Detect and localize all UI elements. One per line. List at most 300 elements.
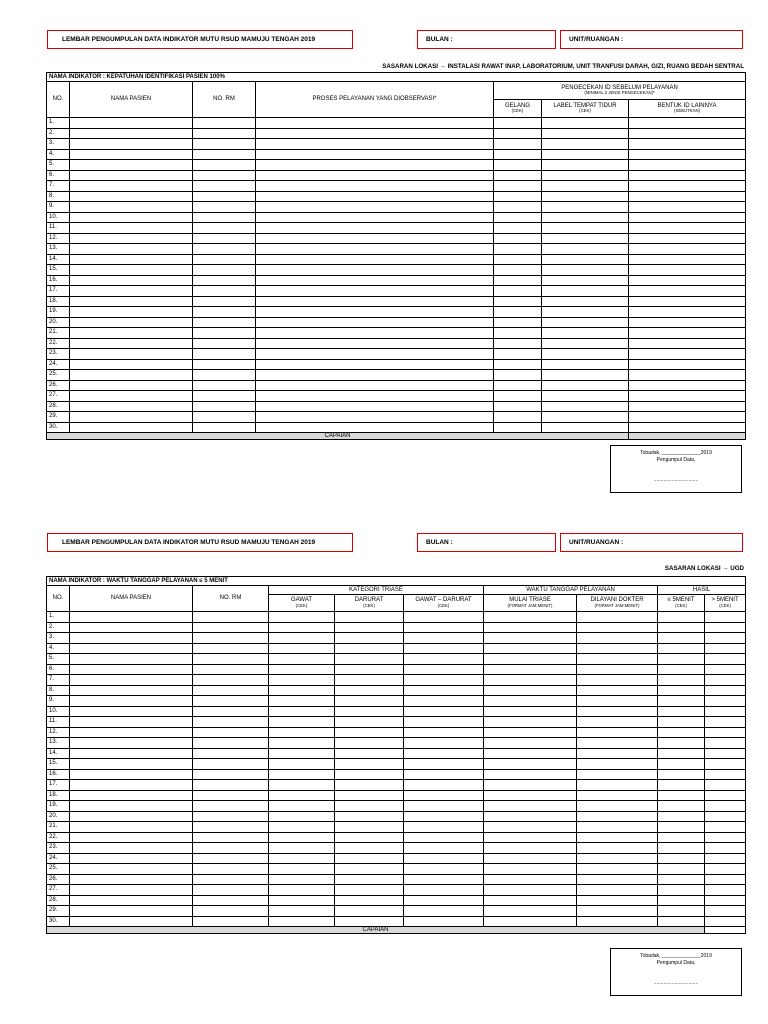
entry-cell[interactable] (577, 664, 658, 675)
entry-cell[interactable] (484, 696, 577, 707)
entry-cell[interactable] (193, 328, 256, 339)
entry-cell[interactable] (256, 359, 494, 370)
entry-cell[interactable] (658, 696, 705, 707)
entry-cell[interactable] (70, 118, 193, 129)
entry-cell[interactable] (404, 696, 484, 707)
entry-cell[interactable] (705, 769, 746, 780)
entry-cell[interactable] (70, 853, 193, 864)
entry-cell[interactable] (269, 643, 335, 654)
entry-cell[interactable] (193, 654, 269, 665)
entry-cell[interactable] (193, 622, 269, 633)
entry-cell[interactable] (494, 401, 542, 412)
entry-cell[interactable] (542, 380, 629, 391)
form2-unit-field[interactable] (560, 533, 743, 552)
entry-cell[interactable] (577, 885, 658, 896)
entry-cell[interactable] (193, 696, 269, 707)
entry-cell[interactable] (256, 338, 494, 349)
entry-cell[interactable] (193, 401, 256, 412)
entry-cell[interactable] (658, 843, 705, 854)
entry-cell[interactable] (629, 422, 746, 433)
form2-signature-line[interactable]: ................................ (653, 980, 699, 986)
entry-cell[interactable] (705, 864, 746, 875)
entry-cell[interactable] (404, 769, 484, 780)
entry-cell[interactable] (629, 328, 746, 339)
entry-cell[interactable] (70, 916, 193, 927)
entry-cell[interactable] (335, 675, 404, 686)
entry-cell[interactable] (658, 832, 705, 843)
entry-cell[interactable] (658, 811, 705, 822)
entry-cell[interactable] (629, 401, 746, 412)
entry-cell[interactable] (542, 202, 629, 213)
entry-cell[interactable] (335, 853, 404, 864)
entry-cell[interactable] (705, 843, 746, 854)
entry-cell[interactable] (70, 317, 193, 328)
entry-cell[interactable] (335, 717, 404, 728)
entry-cell[interactable] (335, 633, 404, 644)
entry-cell[interactable] (629, 296, 746, 307)
entry-cell[interactable] (577, 759, 658, 770)
entry-cell[interactable] (256, 265, 494, 276)
entry-cell[interactable] (629, 181, 746, 192)
entry-cell[interactable] (577, 801, 658, 812)
entry-cell[interactable] (705, 643, 746, 654)
entry-cell[interactable] (193, 759, 269, 770)
entry-cell[interactable] (577, 643, 658, 654)
entry-cell[interactable] (404, 738, 484, 749)
entry-cell[interactable] (705, 780, 746, 791)
entry-cell[interactable] (542, 359, 629, 370)
entry-cell[interactable] (705, 706, 746, 717)
entry-cell[interactable] (256, 401, 494, 412)
entry-cell[interactable] (577, 675, 658, 686)
entry-cell[interactable] (70, 717, 193, 728)
entry-cell[interactable] (193, 675, 269, 686)
entry-cell[interactable] (658, 654, 705, 665)
entry-cell[interactable] (193, 181, 256, 192)
entry-cell[interactable] (193, 906, 269, 917)
entry-cell[interactable] (193, 853, 269, 864)
entry-cell[interactable] (658, 853, 705, 864)
entry-cell[interactable] (484, 895, 577, 906)
entry-cell[interactable] (577, 790, 658, 801)
entry-cell[interactable] (705, 696, 746, 707)
entry-cell[interactable] (658, 738, 705, 749)
entry-cell[interactable] (542, 181, 629, 192)
entry-cell[interactable] (70, 843, 193, 854)
entry-cell[interactable] (70, 612, 193, 623)
entry-cell[interactable] (193, 233, 256, 244)
entry-cell[interactable] (70, 275, 193, 286)
entry-cell[interactable] (404, 811, 484, 822)
entry-cell[interactable] (70, 202, 193, 213)
entry-cell[interactable] (193, 822, 269, 833)
entry-cell[interactable] (629, 244, 746, 255)
entry-cell[interactable] (577, 622, 658, 633)
entry-cell[interactable] (404, 885, 484, 896)
entry-cell[interactable] (629, 128, 746, 139)
entry-cell[interactable] (193, 801, 269, 812)
entry-cell[interactable] (494, 149, 542, 160)
entry-cell[interactable] (193, 359, 256, 370)
entry-cell[interactable] (404, 643, 484, 654)
entry-cell[interactable] (705, 738, 746, 749)
entry-cell[interactable] (269, 811, 335, 822)
entry-cell[interactable] (629, 233, 746, 244)
entry-cell[interactable] (658, 801, 705, 812)
entry-cell[interactable] (484, 864, 577, 875)
entry-cell[interactable] (577, 864, 658, 875)
entry-cell[interactable] (542, 338, 629, 349)
form1-signature-line[interactable]: ................................ (653, 477, 699, 483)
entry-cell[interactable] (193, 223, 256, 234)
entry-cell[interactable] (70, 233, 193, 244)
entry-cell[interactable] (542, 191, 629, 202)
entry-cell[interactable] (335, 832, 404, 843)
entry-cell[interactable] (269, 748, 335, 759)
entry-cell[interactable] (335, 916, 404, 927)
entry-cell[interactable] (256, 223, 494, 234)
entry-cell[interactable] (484, 633, 577, 644)
entry-cell[interactable] (542, 128, 629, 139)
entry-cell[interactable] (484, 727, 577, 738)
entry-cell[interactable] (269, 633, 335, 644)
entry-cell[interactable] (256, 391, 494, 402)
entry-cell[interactable] (658, 790, 705, 801)
entry-cell[interactable] (193, 118, 256, 129)
entry-cell[interactable] (484, 843, 577, 854)
entry-cell[interactable] (269, 885, 335, 896)
entry-cell[interactable] (70, 296, 193, 307)
entry-cell[interactable] (705, 717, 746, 728)
entry-cell[interactable] (484, 748, 577, 759)
entry-cell[interactable] (484, 717, 577, 728)
entry-cell[interactable] (193, 391, 256, 402)
entry-cell[interactable] (484, 706, 577, 717)
entry-cell[interactable] (494, 317, 542, 328)
entry-cell[interactable] (70, 906, 193, 917)
entry-cell[interactable] (335, 664, 404, 675)
entry-cell[interactable] (404, 832, 484, 843)
entry-cell[interactable] (335, 874, 404, 885)
entry-cell[interactable] (658, 874, 705, 885)
entry-cell[interactable] (494, 307, 542, 318)
entry-cell[interactable] (256, 422, 494, 433)
entry-cell[interactable] (269, 843, 335, 854)
entry-cell[interactable] (70, 696, 193, 707)
entry-cell[interactable] (256, 149, 494, 160)
entry-cell[interactable] (404, 727, 484, 738)
entry-cell[interactable] (705, 675, 746, 686)
entry-cell[interactable] (70, 874, 193, 885)
entry-cell[interactable] (193, 832, 269, 843)
entry-cell[interactable] (577, 832, 658, 843)
entry-cell[interactable] (193, 633, 269, 644)
entry-cell[interactable] (70, 160, 193, 171)
entry-cell[interactable] (70, 212, 193, 223)
entry-cell[interactable] (269, 801, 335, 812)
entry-cell[interactable] (658, 664, 705, 675)
entry-cell[interactable] (70, 401, 193, 412)
entry-cell[interactable] (193, 139, 256, 150)
entry-cell[interactable] (404, 790, 484, 801)
entry-cell[interactable] (335, 748, 404, 759)
entry-cell[interactable] (193, 307, 256, 318)
entry-cell[interactable] (542, 212, 629, 223)
entry-cell[interactable] (658, 906, 705, 917)
entry-cell[interactable] (269, 738, 335, 749)
entry-cell[interactable] (658, 916, 705, 927)
entry-cell[interactable] (484, 790, 577, 801)
entry-cell[interactable] (484, 822, 577, 833)
entry-cell[interactable] (705, 874, 746, 885)
entry-cell[interactable] (658, 769, 705, 780)
entry-cell[interactable] (70, 790, 193, 801)
entry-cell[interactable] (70, 328, 193, 339)
entry-cell[interactable] (404, 864, 484, 875)
entry-cell[interactable] (335, 843, 404, 854)
entry-cell[interactable] (70, 643, 193, 654)
entry-cell[interactable] (335, 622, 404, 633)
entry-cell[interactable] (269, 612, 335, 623)
entry-cell[interactable] (629, 317, 746, 328)
entry-cell[interactable] (705, 895, 746, 906)
entry-cell[interactable] (629, 275, 746, 286)
entry-cell[interactable] (193, 790, 269, 801)
entry-cell[interactable] (494, 265, 542, 276)
entry-cell[interactable] (705, 832, 746, 843)
entry-cell[interactable] (256, 181, 494, 192)
entry-cell[interactable] (629, 370, 746, 381)
entry-cell[interactable] (577, 843, 658, 854)
entry-cell[interactable] (256, 370, 494, 381)
entry-cell[interactable] (256, 244, 494, 255)
entry-cell[interactable] (577, 706, 658, 717)
entry-cell[interactable] (542, 254, 629, 265)
entry-cell[interactable] (484, 664, 577, 675)
entry-cell[interactable] (70, 654, 193, 665)
entry-cell[interactable] (542, 328, 629, 339)
entry-cell[interactable] (629, 307, 746, 318)
entry-cell[interactable] (404, 612, 484, 623)
entry-cell[interactable] (256, 139, 494, 150)
entry-cell[interactable] (404, 622, 484, 633)
entry-cell[interactable] (658, 612, 705, 623)
entry-cell[interactable] (193, 296, 256, 307)
entry-cell[interactable] (542, 223, 629, 234)
entry-cell[interactable] (658, 633, 705, 644)
entry-cell[interactable] (70, 780, 193, 791)
entry-cell[interactable] (193, 612, 269, 623)
entry-cell[interactable] (193, 916, 269, 927)
entry-cell[interactable] (577, 874, 658, 885)
entry-cell[interactable] (577, 612, 658, 623)
entry-cell[interactable] (629, 223, 746, 234)
entry-cell[interactable] (494, 160, 542, 171)
entry-cell[interactable] (404, 748, 484, 759)
entry-cell[interactable] (577, 780, 658, 791)
entry-cell[interactable] (70, 622, 193, 633)
entry-cell[interactable] (494, 118, 542, 129)
entry-cell[interactable] (269, 906, 335, 917)
entry-cell[interactable] (269, 685, 335, 696)
entry-cell[interactable] (269, 790, 335, 801)
entry-cell[interactable] (404, 633, 484, 644)
entry-cell[interactable] (484, 622, 577, 633)
entry-cell[interactable] (577, 738, 658, 749)
entry-cell[interactable] (484, 780, 577, 791)
entry-cell[interactable] (70, 864, 193, 875)
entry-cell[interactable] (494, 202, 542, 213)
form1-unit-field[interactable] (560, 30, 743, 49)
entry-cell[interactable] (705, 685, 746, 696)
entry-cell[interactable] (70, 811, 193, 822)
entry-cell[interactable] (577, 895, 658, 906)
entry-cell[interactable] (658, 864, 705, 875)
entry-cell[interactable] (658, 822, 705, 833)
entry-cell[interactable] (269, 895, 335, 906)
entry-cell[interactable] (70, 370, 193, 381)
entry-cell[interactable] (705, 622, 746, 633)
entry-cell[interactable] (705, 612, 746, 623)
entry-cell[interactable] (335, 769, 404, 780)
entry-cell[interactable] (193, 706, 269, 717)
entry-cell[interactable] (494, 412, 542, 423)
entry-cell[interactable] (193, 149, 256, 160)
entry-cell[interactable] (70, 170, 193, 181)
entry-cell[interactable] (658, 759, 705, 770)
entry-cell[interactable] (577, 906, 658, 917)
entry-cell[interactable] (494, 349, 542, 360)
entry-cell[interactable] (70, 181, 193, 192)
entry-cell[interactable] (269, 822, 335, 833)
entry-cell[interactable] (269, 769, 335, 780)
entry-cell[interactable] (484, 885, 577, 896)
entry-cell[interactable] (193, 380, 256, 391)
entry-cell[interactable] (705, 727, 746, 738)
entry-cell[interactable] (193, 664, 269, 675)
entry-cell[interactable] (542, 370, 629, 381)
entry-cell[interactable] (484, 643, 577, 654)
form1-bulan-field[interactable] (417, 30, 556, 49)
entry-cell[interactable] (629, 160, 746, 171)
entry-cell[interactable] (404, 717, 484, 728)
entry-cell[interactable] (494, 296, 542, 307)
entry-cell[interactable] (404, 685, 484, 696)
entry-cell[interactable] (335, 780, 404, 791)
entry-cell[interactable] (193, 717, 269, 728)
entry-cell[interactable] (629, 254, 746, 265)
entry-cell[interactable] (542, 139, 629, 150)
entry-cell[interactable] (629, 170, 746, 181)
entry-cell[interactable] (577, 654, 658, 665)
entry-cell[interactable] (494, 391, 542, 402)
entry-cell[interactable] (494, 170, 542, 181)
entry-cell[interactable] (256, 254, 494, 265)
form2-capaian-cell[interactable] (705, 927, 746, 934)
entry-cell[interactable] (494, 275, 542, 286)
entry-cell[interactable] (269, 853, 335, 864)
entry-cell[interactable] (256, 275, 494, 286)
entry-cell[interactable] (542, 275, 629, 286)
entry-cell[interactable] (193, 265, 256, 276)
entry-cell[interactable] (542, 160, 629, 171)
entry-cell[interactable] (193, 338, 256, 349)
entry-cell[interactable] (70, 359, 193, 370)
entry-cell[interactable] (658, 675, 705, 686)
entry-cell[interactable] (269, 717, 335, 728)
entry-cell[interactable] (70, 801, 193, 812)
entry-cell[interactable] (404, 801, 484, 812)
entry-cell[interactable] (70, 223, 193, 234)
entry-cell[interactable] (494, 212, 542, 223)
entry-cell[interactable] (269, 874, 335, 885)
entry-cell[interactable] (658, 885, 705, 896)
entry-cell[interactable] (404, 706, 484, 717)
entry-cell[interactable] (494, 359, 542, 370)
entry-cell[interactable] (193, 748, 269, 759)
entry-cell[interactable] (335, 822, 404, 833)
entry-cell[interactable] (404, 664, 484, 675)
entry-cell[interactable] (193, 685, 269, 696)
entry-cell[interactable] (629, 380, 746, 391)
entry-cell[interactable] (70, 149, 193, 160)
entry-cell[interactable] (335, 685, 404, 696)
entry-cell[interactable] (577, 685, 658, 696)
entry-cell[interactable] (404, 822, 484, 833)
entry-cell[interactable] (577, 727, 658, 738)
entry-cell[interactable] (256, 296, 494, 307)
entry-cell[interactable] (70, 139, 193, 150)
entry-cell[interactable] (705, 811, 746, 822)
entry-cell[interactable] (494, 244, 542, 255)
entry-cell[interactable] (256, 307, 494, 318)
entry-cell[interactable] (658, 717, 705, 728)
entry-cell[interactable] (269, 675, 335, 686)
entry-cell[interactable] (542, 170, 629, 181)
entry-cell[interactable] (256, 191, 494, 202)
entry-cell[interactable] (70, 286, 193, 297)
entry-cell[interactable] (335, 885, 404, 896)
entry-cell[interactable] (335, 864, 404, 875)
entry-cell[interactable] (658, 622, 705, 633)
entry-cell[interactable] (256, 233, 494, 244)
entry-cell[interactable] (70, 822, 193, 833)
entry-cell[interactable] (335, 906, 404, 917)
entry-cell[interactable] (494, 422, 542, 433)
entry-cell[interactable] (494, 338, 542, 349)
entry-cell[interactable] (484, 612, 577, 623)
entry-cell[interactable] (494, 233, 542, 244)
entry-cell[interactable] (256, 317, 494, 328)
entry-cell[interactable] (335, 759, 404, 770)
entry-cell[interactable] (484, 811, 577, 822)
entry-cell[interactable] (629, 286, 746, 297)
entry-cell[interactable] (629, 191, 746, 202)
entry-cell[interactable] (335, 801, 404, 812)
entry-cell[interactable] (629, 391, 746, 402)
entry-cell[interactable] (705, 633, 746, 644)
entry-cell[interactable] (658, 643, 705, 654)
entry-cell[interactable] (256, 328, 494, 339)
entry-cell[interactable] (542, 401, 629, 412)
entry-cell[interactable] (70, 727, 193, 738)
entry-cell[interactable] (542, 265, 629, 276)
entry-cell[interactable] (193, 275, 256, 286)
entry-cell[interactable] (542, 412, 629, 423)
entry-cell[interactable] (658, 748, 705, 759)
entry-cell[interactable] (335, 895, 404, 906)
entry-cell[interactable] (193, 769, 269, 780)
